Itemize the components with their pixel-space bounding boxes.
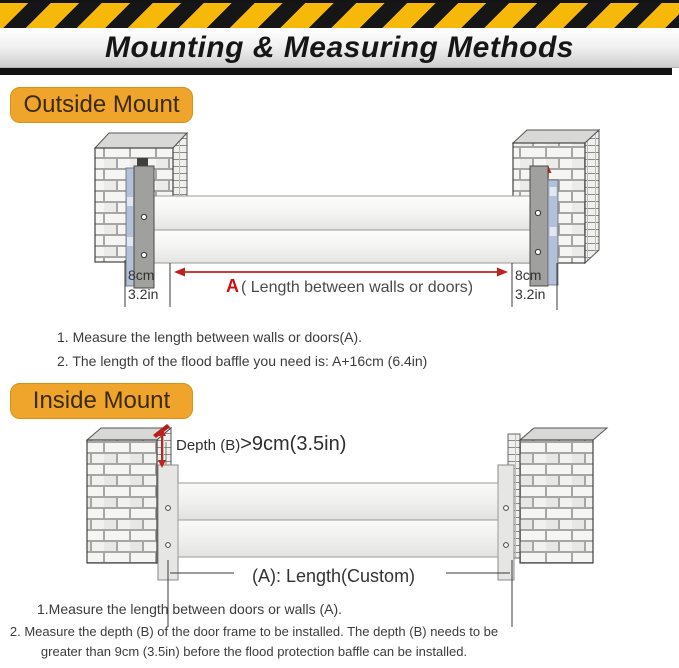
step-2: 2. Measure the depth (B) of the door frame to be installed. The depth (B) needs to be greater than 9cm (3.5in) before the flood protection baffle can be installed. [9,624,499,659]
screw-icon [141,214,146,219]
length-letter: A [226,276,239,296]
left-gap-measure: 8cm 3.2in [128,267,159,302]
length-arrow-caption: A ( Length between walls or doors) [226,276,474,296]
length-caption: (A): Length(Custom) [252,566,416,586]
step-1: 1. Measure the length between walls or doors(A). [57,329,363,345]
step-2: 2. The length of the flood baffle you need is: A+16cm (6.4in) [57,353,428,369]
title-banner [0,28,679,68]
inside-mount-label: Inside Mount [10,383,193,419]
outside-mount-label: Outside Mount [10,87,193,123]
right-gap-measure: 8cm 3.2in [515,267,546,302]
screw-icon [504,543,509,548]
step-1: 1.Measure the length between doors or walls (A). [37,601,343,617]
header-underline [0,68,672,75]
page-title: Mounting & Measuring Methods [105,30,574,64]
screw-icon [166,543,171,548]
screw-icon [504,506,509,511]
screw-icon [535,249,540,254]
flood-barrier [154,196,530,263]
right-pillar [508,428,607,563]
flood-barrier [178,483,498,557]
depth-caption: Depth (B) >9cm(3.5in) [176,433,347,455]
screw-icon [535,210,540,215]
caution-stripe-band [0,0,679,28]
screw-icon [141,252,146,257]
screw-icon [166,506,171,511]
outside-mount-steps [57,325,427,373]
